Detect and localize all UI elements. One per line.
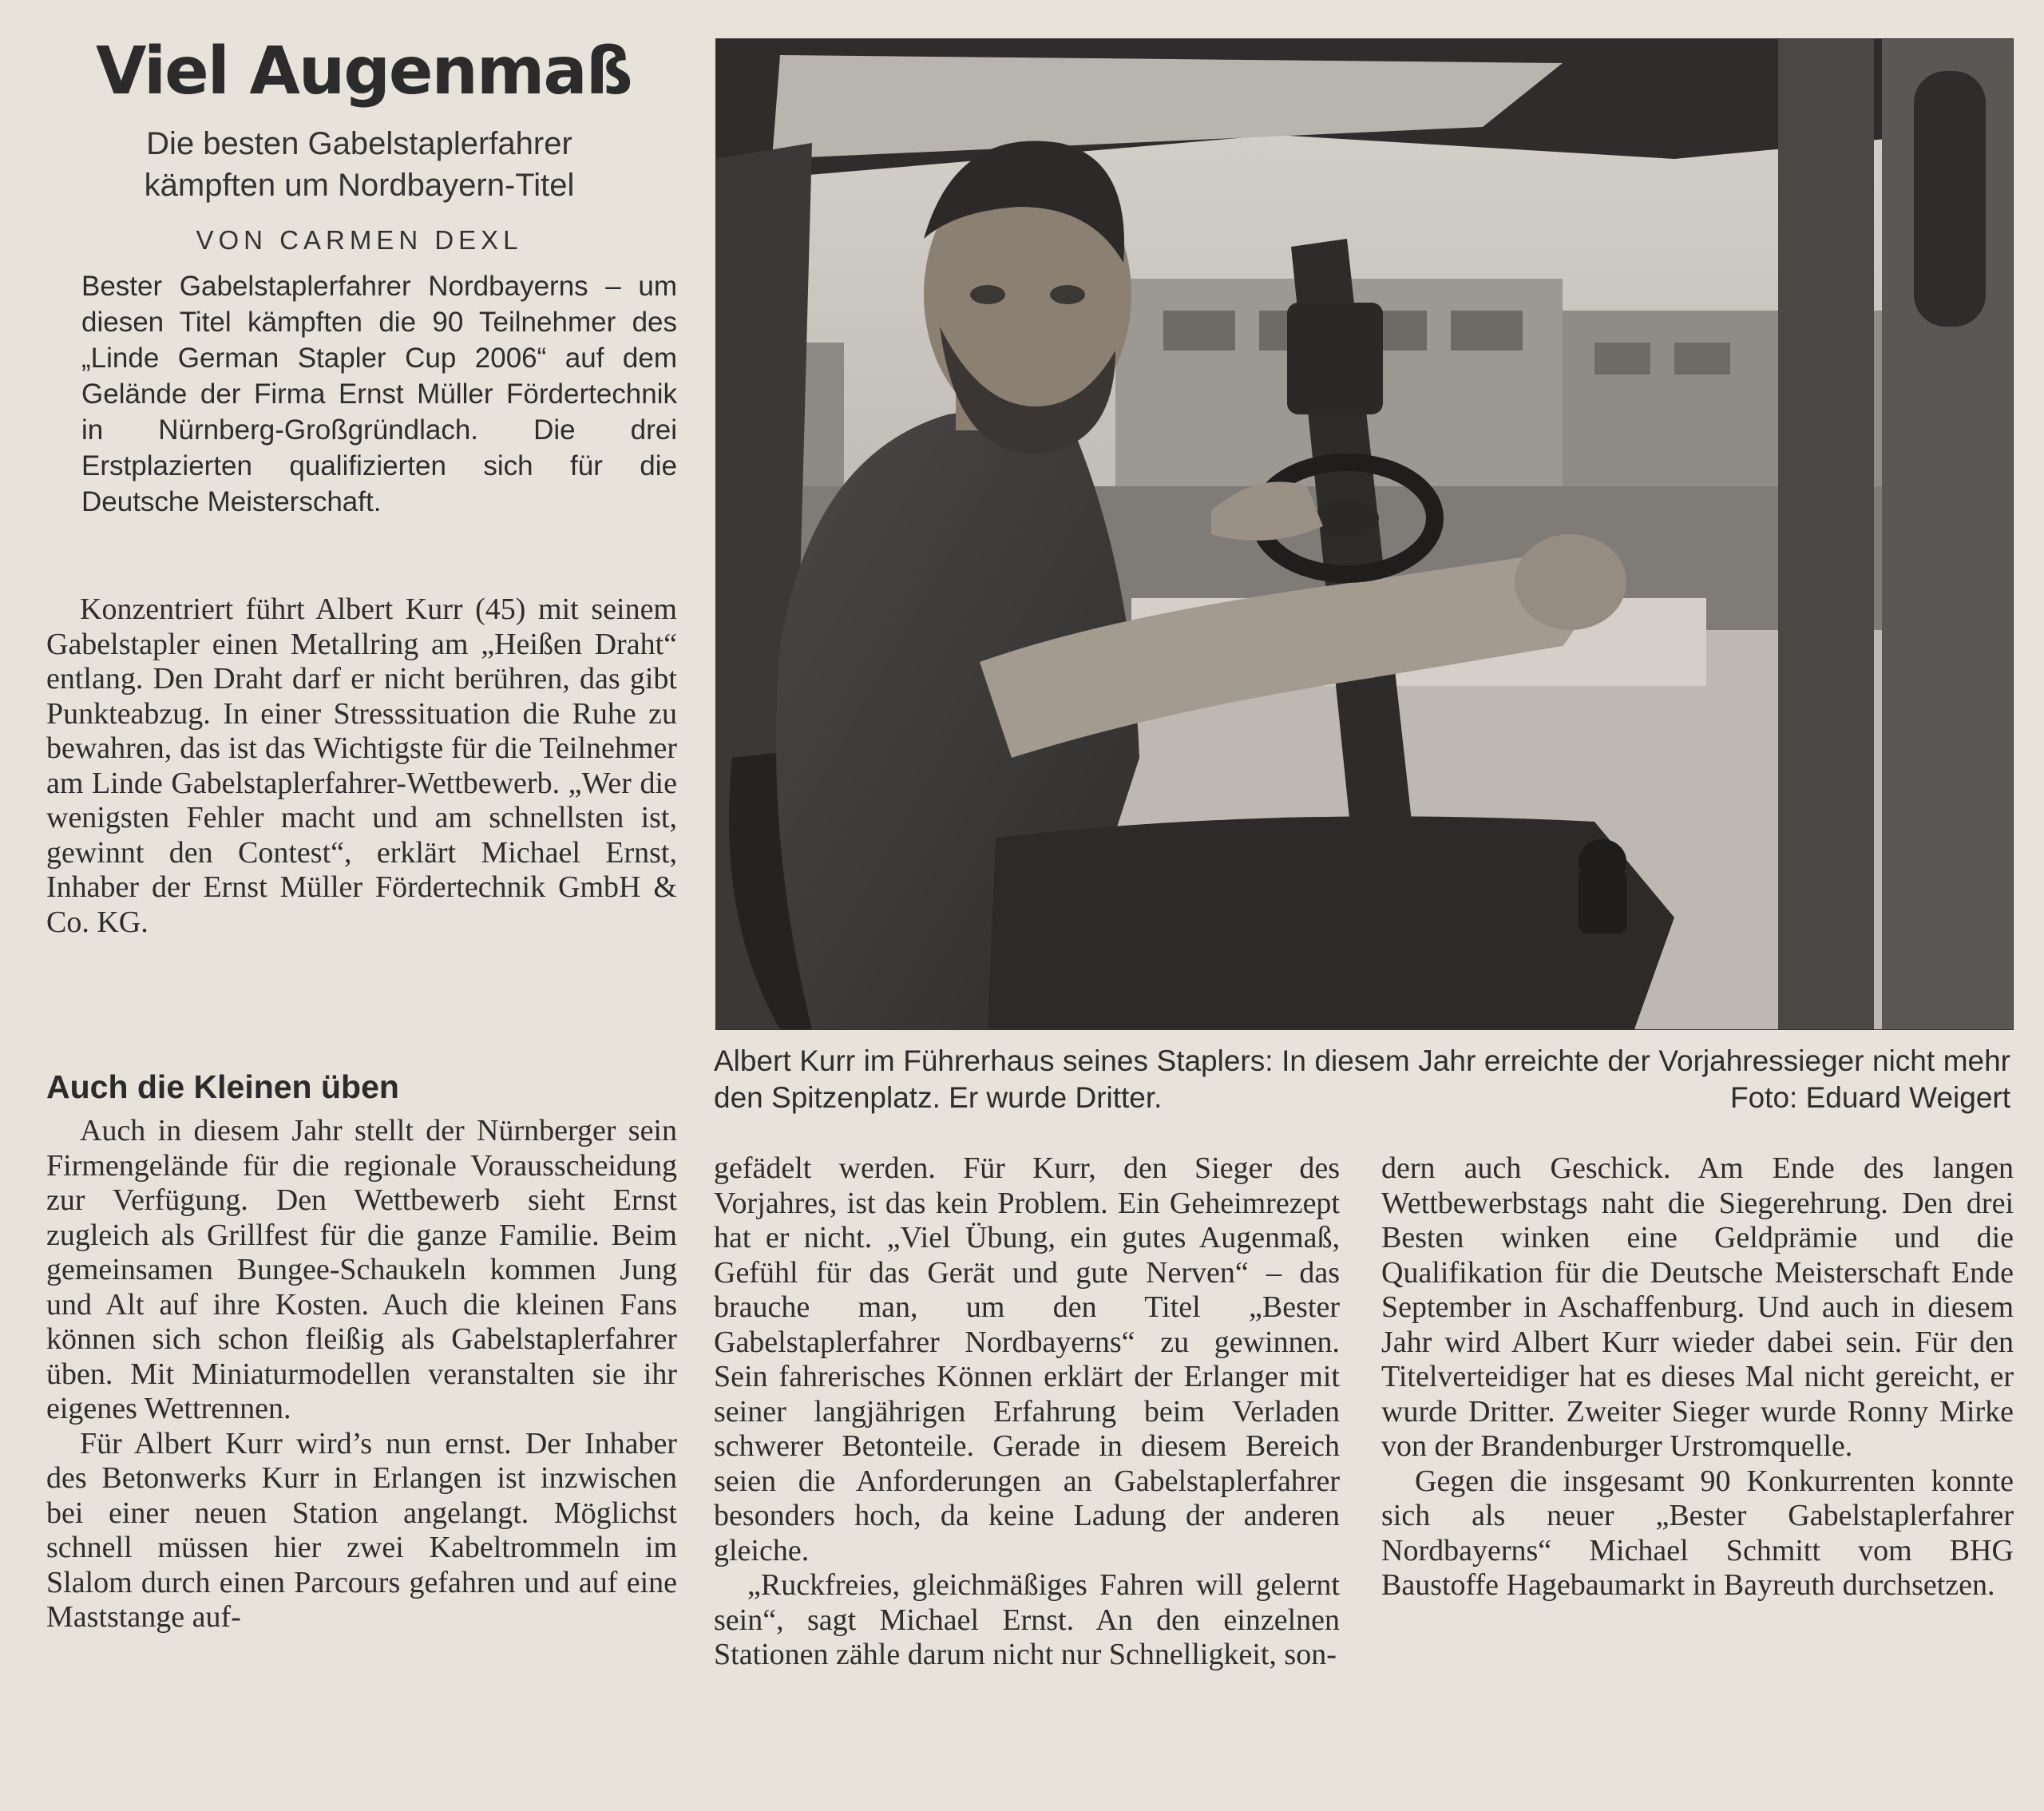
subheadline <box>80 123 639 206</box>
forklift-driver-photo <box>715 38 2014 1030</box>
photo-credit: Foto: Eduard Weigert <box>1730 1081 2010 1114</box>
subheadline-line-2: kämpften um Nordbayern-Titel <box>144 168 575 203</box>
body-column-2 <box>714 1151 1340 1673</box>
body-column-1-bottom <box>46 1114 677 1635</box>
headline: Viel Augenmaß <box>96 34 632 109</box>
paragraph-3-part-2: gefädelt werden. Für Kurr, den Sieger des Vorjahres, ist das kein Problem. Ein Geheimrezept hat er nicht. „Viel Übung, ein gutes Augenmaß, Gefühl für das Gerät und gute Nerven“ – das brauche man, um den Titel „Bester Gabelstaplerfahrer Nordbayerns“ zu gewinnen. Sein fahrerisches Können erklärt der Erlanger mit seiner langjährigen Erfahrung beim Verladen schwerer Betonteile. Gerade in diesem Bereich seien die Anforderungen an Gabelstaplerfahrer besonders hoch, da keine Ladung der anderen gleiche. <box>714 1151 1340 1567</box>
section-subheading: Auch die Kleinen üben <box>46 1068 399 1105</box>
paragraph-3-part-1: Für Albert Kurr wird’s nun ernst. Der Inhaber des Betonwerks Kurr in Erlangen ist inzwischen bei einer neuen Station angelangt. Möglichst schnell müssen hier zwei Kabeltrommeln im Slalom durch einen Parcours gefahren und auf eine Maststange auf- <box>46 1426 677 1634</box>
photo-illustration <box>716 39 2013 1029</box>
photo-caption <box>714 1043 2010 1116</box>
body-column-1-top <box>46 592 677 940</box>
body-column-3 <box>1381 1151 2014 1603</box>
subheadline-line-1: Die besten Gabelstaplerfahrer <box>146 126 572 161</box>
paragraph-2: Auch in diesem Jahr stellt der Nürnberger sein Firmengelände für die regionale Vorausscheidung zur Verfügung. Den Wettbewerb sieht Ernst zugleich als Grillfest für die ganze Familie. Beim gemeinsamen Bungee-Schaukeln kommen Jung und Alt auf ihre Kosten. Auch die kleinen Fans können sich schon fleißig als Gabelstaplerfahrer üben. Mit Miniaturmodellen veranstalten sie ihr eigenes Wettrennen. <box>46 1114 677 1425</box>
paragraph-5: Gegen die insgesamt 90 Konkurrenten konnte sich als neuer „Bester Gabelstaplerfahrer Nordbayerns“ Michael Schmitt vom BHG Baustoffe Hagebaumarkt in Bayreuth durchsetzen. <box>1381 1464 2014 1602</box>
paragraph-4-part-2: dern auch Geschick. Am Ende des langen Wettbewerbstags naht die Siegerehrung. Den drei Besten winken eine Geldprämie und die Qualifikation für die Deutsche Meisterschaft Ende September in Aschaffenburg. Und auch in diesem Jahr wird Albert Kurr wieder dabei sein. Für den Titelverteidiger hat es dieses Mal nicht gereicht, er wurde Dritter. Zweiter Sieger wurde Ronny Mirke von der Brandenburger Urstromquelle. <box>1381 1151 2014 1463</box>
paragraph-4-part-1: „Ruckfreies, gleichmäßiges Fahren will gelernt sein“, sagt Michael Ernst. An den einzelnen Stationen zähle darum nicht nur Schnelligkeit, son- <box>714 1568 1340 1671</box>
lead-paragraph: Bester Gabelstaplerfahrer Nordbayerns – um diesen Titel kämpften die 90 Teilnehmer des „Linde German Stapler Cup 2006“ auf dem Gelände der Firma Ernst Müller Fördertechnik in Nürnberg-Großgründlach. Die drei Erstplazierten qualifizierten sich für die Deutsche Meisterschaft. <box>81 271 677 517</box>
caption-text: Albert Kurr im Führerhaus seines Staplers: In diesem Jahr erreichte der Vorjahressieger nicht mehr den Spitzenplatz. Er wurde Dritter. <box>714 1044 2010 1114</box>
byline: VON CARMEN DEXL <box>196 225 523 255</box>
paragraph-1: Konzentriert führt Albert Kurr (45) mit seinem Gabelstapler einen Metallring am „Heißen Draht“ entlang. Den Draht darf er nicht berühren, das gibt Punkteabzug. In einer Stresssituation die Ruhe zu bewahren, das ist das Wichtigste für die Teilnehmer am Linde Gabelstaplerfahrer-Wettbewerb. „Wer die wenigsten Fehler macht und am schnellsten ist, gewinnt den Contest“, erklärt Michael Ernst, Inhaber der Ernst Müller Fördertechnik GmbH & Co. KG. <box>46 592 677 939</box>
